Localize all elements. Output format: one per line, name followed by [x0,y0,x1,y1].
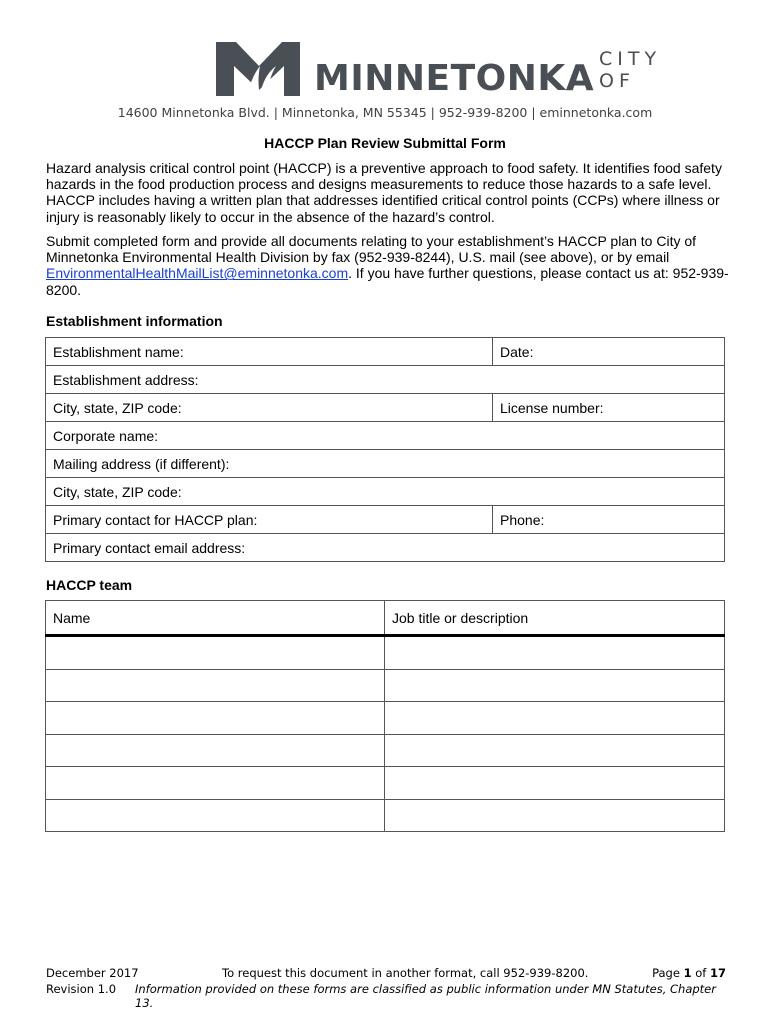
establishment-heading: Establishment information [46,313,223,329]
team-name-cell[interactable] [46,734,385,767]
email-link[interactable]: EnvironmentalHealthMailList@eminnetonka.com [46,265,349,282]
team-row [46,636,725,670]
table-row [46,450,725,478]
corporate-name-field[interactable]: Corporate name: [46,422,725,450]
name-column-header: Name [46,601,385,636]
job-title-column-header: Job title or description [385,601,725,636]
table-row [46,338,725,366]
table-row [46,534,725,562]
city-state-zip-field[interactable]: City, state, ZIP code: [46,394,493,422]
phone-field[interactable]: Phone: [493,506,725,534]
footer-notice: Information provided on these forms are classified as public information under MN Statutes, Chapter 13. [135,982,716,1010]
team-job-title-cell[interactable] [385,799,725,832]
primary-contact-field[interactable]: Primary contact for HACCP plan: [46,506,493,534]
footer-request-text: To request this document in another format, call 952-939-8200. [222,966,589,980]
table-row [46,478,725,506]
submit-paragraph [46,233,730,298]
table-row [46,366,725,394]
team-row [46,702,725,735]
establishment-name-field[interactable]: Establishment name: [46,338,493,366]
team-job-title-cell[interactable] [385,767,725,800]
team-name-cell[interactable] [46,702,385,735]
city-logo [214,36,662,99]
table-row [46,506,725,534]
submit-text-end: . If you have further questions, please contact us at: 952-939-8200. [46,265,729,298]
page-number: Page 1 of 17 [652,966,726,980]
establishment-table [45,337,725,562]
submit-text-start: Submit completed form and provide all documents relating to your establishment’s HACCP plan to City of Minnetonka Environmental Health Division by fax (952-939-8244), U.S. mail (see above), or by email [46,233,697,266]
date-field[interactable]: Date: [493,338,725,366]
team-name-cell[interactable] [46,799,385,832]
mailing-city-state-zip-field[interactable]: City, state, ZIP code: [46,478,725,506]
table-header-row [46,601,725,636]
table-row [46,394,725,422]
haccp-team-heading: HACCP team [46,577,133,593]
footer-revision: Revision 1.0 [46,982,117,996]
team-job-title-cell[interactable] [385,702,725,735]
page-footer [46,966,726,1010]
form-title: HACCP Plan Review Submittal Form [264,135,506,151]
city-of-text: CITY OF [599,48,662,92]
team-name-cell[interactable] [46,636,385,670]
address-line: 14600 Minnetonka Blvd. | Minnetonka, MN 55345 | 952-939-8200 | eminnetonka.com [117,105,653,120]
team-name-cell[interactable] [46,767,385,800]
team-job-title-cell[interactable] [385,669,725,702]
table-row [46,422,725,450]
city-name-text: MINNETONKA [314,58,595,99]
team-row [46,734,725,767]
intro-paragraph: Hazard analysis critical control point (HACCP) is a preventive approach to food safety. It identifies food safety hazards in the food production process and designs measurements to reduce those hazards to a safe level. HACCP includes having a written plan that addresses identified critical control points (CCPs) where illness or injury is reasonably likely to occur in the absence of the hazard’s control. [46,160,722,225]
team-row [46,799,725,832]
team-row [46,767,725,800]
minnetonka-m-grass-icon [214,36,304,98]
haccp-team-table [45,600,725,832]
team-job-title-cell[interactable] [385,636,725,670]
license-number-field[interactable]: License number: [493,394,725,422]
footer-date: December 2017 [46,966,139,980]
team-row [46,669,725,702]
mailing-address-field[interactable]: Mailing address (if different): [46,450,725,478]
establishment-address-field[interactable]: Establishment address: [46,366,725,394]
letterhead [0,30,770,120]
team-name-cell[interactable] [46,669,385,702]
team-job-title-cell[interactable] [385,734,725,767]
contact-email-field[interactable]: Primary contact email address: [46,534,725,562]
